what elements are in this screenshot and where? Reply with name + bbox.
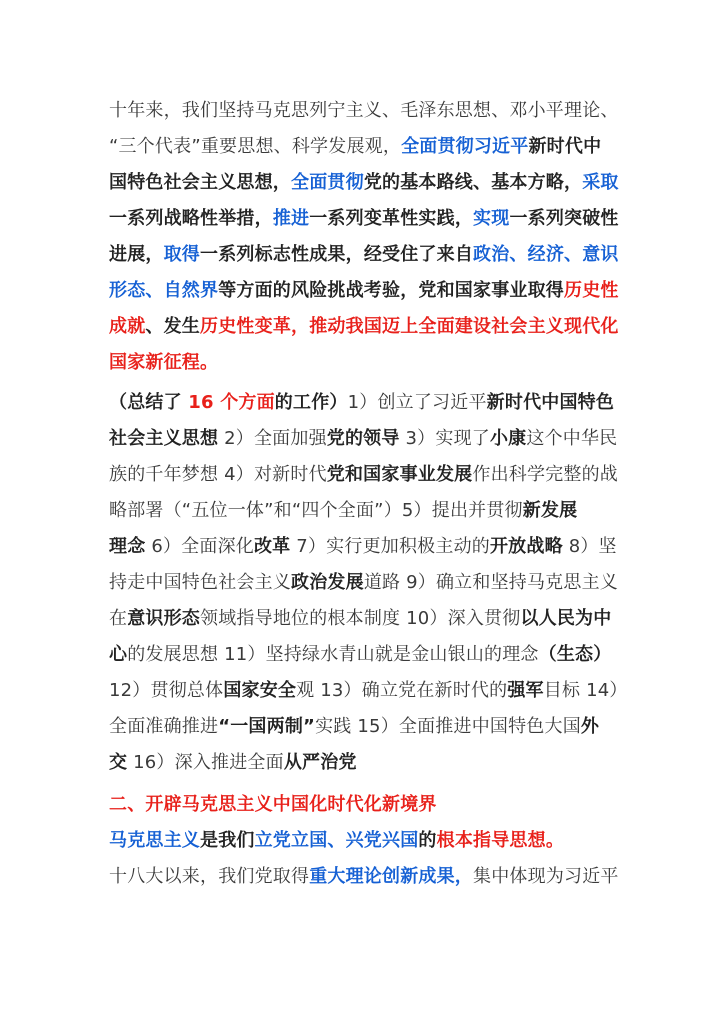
text-line (109, 460, 618, 486)
emphasized-text: 政治、经济、意识 (473, 244, 619, 265)
text-line (109, 568, 618, 594)
emphasized-text: 形态、自然界 (109, 280, 219, 301)
text-line (109, 496, 577, 522)
emphasized-text: 国家新征程。 (109, 352, 219, 373)
text-line (109, 862, 619, 888)
text-line (109, 712, 599, 738)
emphasized-text: 的工作） (274, 392, 348, 413)
text-line (109, 826, 564, 852)
emphasized-text: 16 个方面 (188, 392, 275, 413)
text-segment: 3）实现了 (399, 428, 490, 449)
text-segment: 全面准确推进 (109, 716, 219, 737)
emphasized-text: 开放战略 (489, 536, 563, 557)
text-segment: 16）深入推进全面 (127, 752, 284, 773)
emphasized-text: 新时代中国特色 (486, 392, 615, 413)
emphasized-text: 社会主义思想 (109, 428, 219, 449)
text-segment: 2）全面加强 (218, 428, 327, 449)
text-segment: 略部署（“五位一体”和“四个全面”）5）提出并贯彻 (109, 500, 523, 521)
text-segment: 集中体现为习近平 (473, 866, 619, 887)
emphasized-text: “一国两制” (218, 716, 316, 737)
emphasized-text: 、发生 (145, 316, 201, 337)
emphasized-text: 一系列战略性举措， (109, 208, 273, 229)
text-segment: 的发展思想 11）坚持绿水青山就是金山银山的理念 (127, 644, 539, 665)
emphasized-text: 国家安全 (223, 680, 297, 701)
text-line (109, 204, 619, 230)
text-line (109, 168, 619, 194)
emphasized-text: 是我们 (200, 830, 255, 851)
emphasized-text: 党和国家事业发展 (326, 464, 473, 485)
text-segment: 6）全面深化 (145, 536, 254, 557)
emphasized-text: 从严治党 (283, 752, 357, 773)
emphasized-text: 新发展 (522, 500, 578, 521)
emphasized-text: 以人民为中 (520, 608, 612, 629)
text-line (109, 240, 619, 266)
emphasized-text: 一系列变革性实践， (309, 208, 474, 229)
emphasized-text: 外 (580, 716, 600, 737)
text-segment: 实践 15）全面推进中国特色大国 (315, 716, 581, 737)
text-line (109, 424, 617, 450)
emphasized-text: 采取 (582, 172, 619, 193)
text-line (109, 748, 357, 774)
text-line (109, 640, 611, 666)
emphasized-text: 党的领导 (326, 428, 400, 449)
text-segment: 8）坚 (562, 536, 617, 557)
text-segment: 作出科学完整的战 (472, 464, 618, 485)
text-segment: 这个中华民 (526, 428, 618, 449)
emphasized-text: 根本指导思想。 (436, 830, 565, 851)
emphasized-text: 国特色社会主义思想， (109, 172, 291, 193)
text-line (109, 388, 614, 414)
emphasized-text: 强军 (507, 680, 544, 701)
emphasized-text: 政治发展 (291, 572, 364, 593)
text-line (109, 676, 628, 702)
emphasized-text: 小康 (489, 428, 527, 449)
emphasized-text: 二、开辟马克思主义中国化时代化新境界 (109, 794, 437, 815)
text-segment: 在 (109, 608, 128, 629)
emphasized-text: 立党立国、兴党兴国 (254, 830, 419, 851)
emphasized-text: 全面贯彻习近平 (401, 136, 529, 157)
emphasized-text: 的 (418, 830, 437, 851)
text-segment: 族的千年梦想 4）对新时代 (109, 464, 327, 485)
text-segment: 持走中国特色社会主义 (109, 572, 291, 593)
text-segment: 12）贯彻总体 (109, 680, 224, 701)
emphasized-text: 一系列突破性 (509, 208, 619, 229)
text-segment: 7）实行更加积极主动的 (290, 536, 490, 557)
emphasized-text: （生态） (538, 644, 612, 665)
emphasized-text: 历史性 (564, 280, 619, 301)
emphasized-text: 交 (109, 752, 128, 773)
emphasized-text: 心 (109, 644, 128, 665)
emphasized-text: 全面贯彻 (291, 172, 364, 193)
emphasized-text: 改革 (253, 536, 291, 557)
emphasized-text: （总结了 (109, 392, 189, 413)
emphasized-text: 重大理论创新成果， (309, 866, 474, 887)
emphasized-text: 马克思主义 (109, 830, 200, 851)
emphasized-text: 理念 (109, 536, 146, 557)
emphasized-text: 意识形态 (127, 608, 201, 629)
emphasized-text: 实现 (473, 208, 510, 229)
text-line (109, 276, 619, 302)
text-line (109, 312, 619, 338)
emphasized-text: 等方面的风险挑战考验，党和国家事业取得 (218, 280, 565, 301)
text-line (109, 96, 619, 122)
section-heading (109, 790, 437, 816)
text-line (109, 132, 601, 158)
text-segment: 观 13）确立党在新时代的 (296, 680, 508, 701)
emphasized-text: 取得 (163, 244, 201, 265)
text-line (109, 348, 218, 374)
text-segment: 道路 9）确立和坚持马克思主义 (363, 572, 618, 593)
emphasized-text: 进展， (109, 244, 164, 265)
emphasized-text: 新时代中 (528, 136, 602, 157)
emphasized-text: 成就 (109, 316, 146, 337)
text-line (109, 532, 617, 558)
text-segment: 领域指导地位的根本制度 10）深入贯彻 (200, 608, 521, 629)
text-segment: “三个代表”重要思想、科学发展观， (109, 136, 402, 157)
emphasized-text: 历史性变革，推动我国迈上全面建设社会主义现代化 (200, 316, 619, 337)
text-line (109, 604, 611, 630)
text-segment: 1）创立了习近平 (347, 392, 487, 413)
emphasized-text: 推进 (272, 208, 310, 229)
text-segment: 十八大以来，我们党取得 (109, 866, 310, 887)
text-segment: 十年来，我们坚持马克思列宁主义、毛泽东思想、邓小平理论、 (109, 100, 619, 121)
emphasized-text: 一系列标志性成果，经受住了来自 (200, 244, 474, 265)
text-segment: 目标 14） (543, 680, 628, 701)
emphasized-text: 党的基本路线、基本方略， (363, 172, 583, 193)
